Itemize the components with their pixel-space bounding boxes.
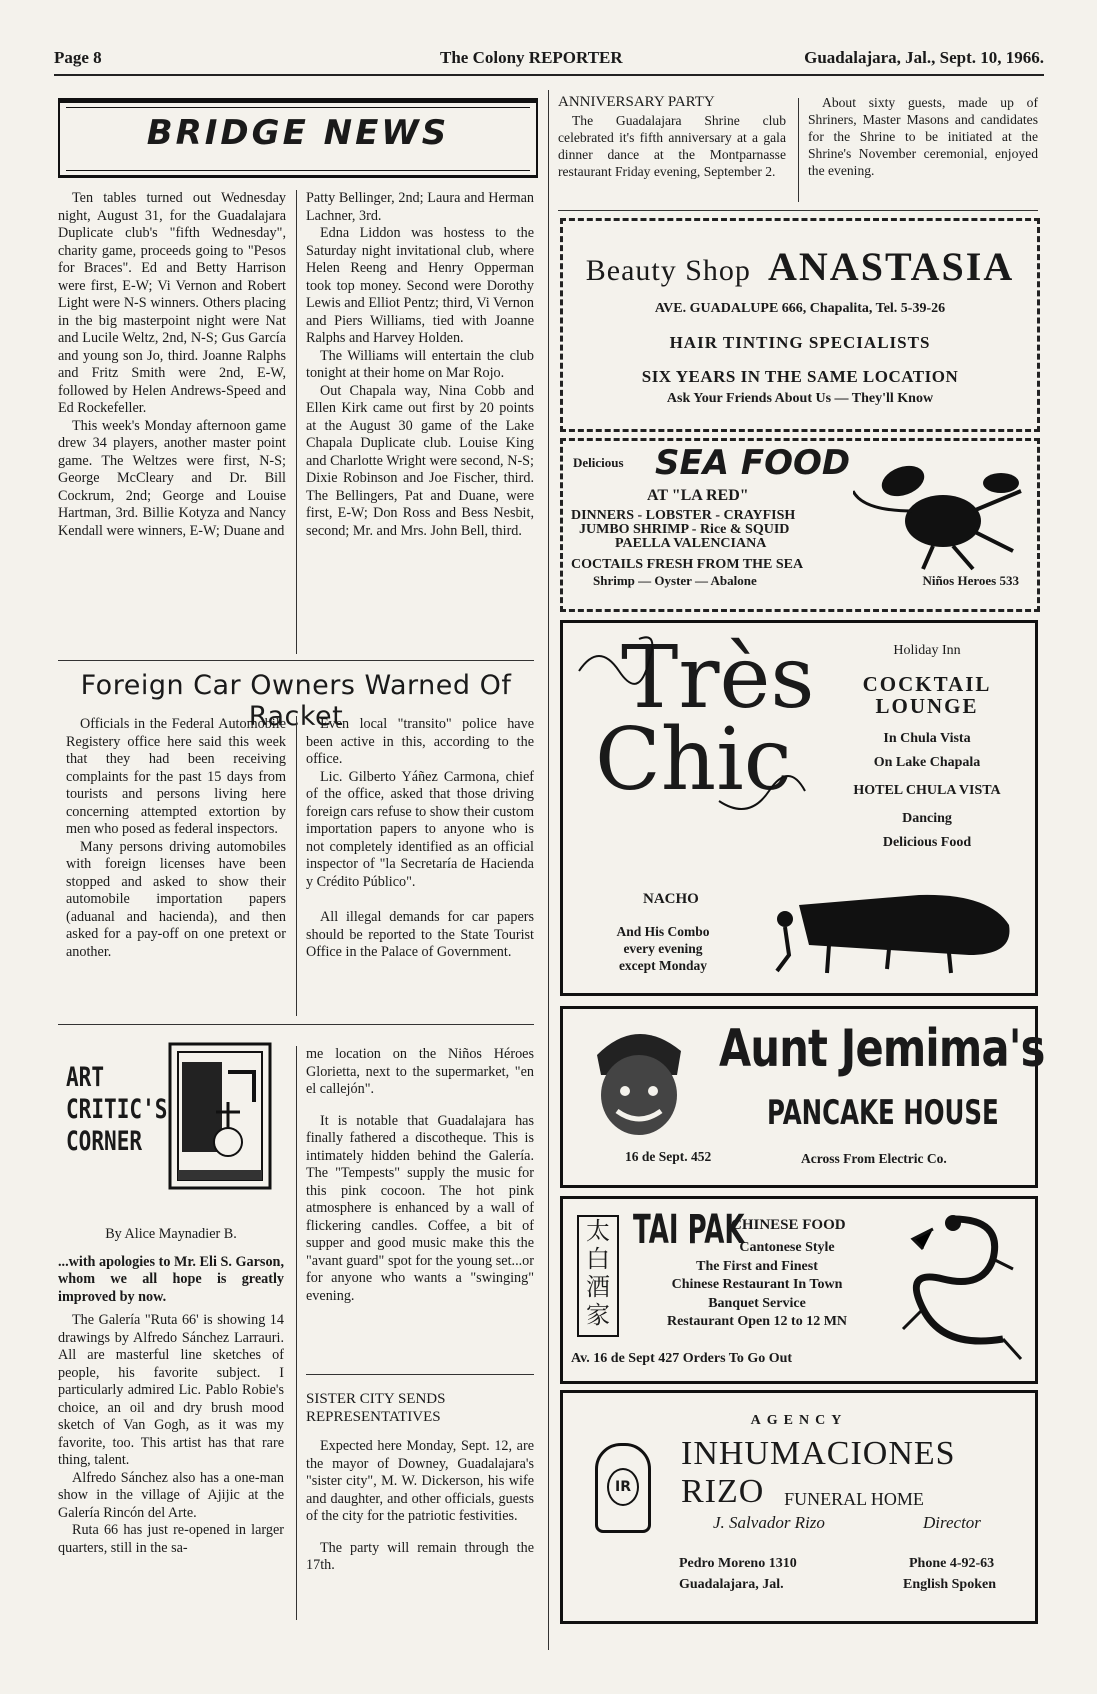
- beauty-address: AVE. GUADALUPE 666, Chapalita, Tel. 5-39-26: [654, 301, 946, 316]
- ad-tres-chic: [560, 620, 1038, 996]
- ad-beauty-shop: [560, 218, 1040, 432]
- seafood-pre: Delicious: [573, 455, 624, 470]
- racket-headline: Foreign Car Owners Warned Of Racket: [80, 670, 512, 732]
- seafood-coctails: COCTAILS FRESH FROM THE SEA: [571, 557, 804, 572]
- anniversary-col-1: The Guadalajara Shrine club celebrated it's fifth anniversary at a gala dinner dance at the Montparnasse restaurant Friday evening, September 2.: [558, 113, 786, 179]
- rizo-role: Director: [923, 1513, 981, 1532]
- lobster-icon: [853, 451, 1023, 571]
- ad-inhumaciones-rizo: [560, 1390, 1038, 1624]
- seafood-address: Niños Heroes 533: [922, 573, 1019, 588]
- racket-column-1: Officials in the Federal Automobile Registery office here said this week that they had been receiving complaints for the past 15 days from tourists and persons living here concerning attempted extortion by men who posed as federal inspectors. Many persons driving automobiles with foreign licenses have been stopped and asked to show their automobile importation papers (aduanal and hacienda), and then asked for a pay-off on one pretext or another.: [66, 716, 286, 960]
- art-critic-title: ART CRITIC'S CORNER: [66, 1062, 168, 1157]
- beauty-shop-label: Beauty Shop: [585, 254, 751, 287]
- jemima-landmark: Across From Electric Co.: [801, 1151, 947, 1166]
- bridge-news-title: BRIDGE NEWS: [146, 113, 450, 153]
- nacho-label: NACHO: [643, 891, 699, 907]
- newspaper-title: The Colony REPORTER: [440, 48, 623, 67]
- rizo-person: J. Salvador Rizo: [713, 1513, 825, 1532]
- flourish-icon: [569, 631, 809, 821]
- grand-piano-icon: [769, 885, 1019, 975]
- art-column-2: me location on the Niños Héroes Glorietta, next to the supermarket, "en el callejón". It is notable that Guadalajara has finally fathered a discotheque. This is intimately hidden behind the Galería. The "Tempests" supply the music for this pink cocoon. The hot pink atmosphere is enhanced by a wall of flickering candles. Coffee, a bit of supper and good music make this the "avant guard" spot for the young set...or for anyone who wants a "swinging" evening.: [306, 1046, 534, 1304]
- aunt-jemima-name: Aunt Jemima's: [719, 1019, 1045, 1079]
- art-column-1: By Alice Maynadier B. ...with apologies to Mr. Eli S. Garson, whom we all hope is greatly improved by now. The Galería "Ruta 66' is showing 14 drawings by Alfredo Sánchez Larrauri. All are masterful line sketches of people, his favorite subject. I particularly admired Lic. Pablo Robie's choice, an oil and dry brush mood sketch of Van Gogh, as it was my favorite, too. This artist has that rare thing, talent. Alfredo Sánchez also has a one-man show in the village of Ajijic at the Galería Rincón del Arte. Ruta 66 has just re-opened in larger quarters, still in the sa-: [58, 1226, 284, 1556]
- agency-label: AGENCY: [750, 1413, 848, 1428]
- sister-city-body: Expected here Monday, Sept. 12, are the mayor of Downey, Guadalajara's "sister city", M. W. Dickerson, his wife and daughter, and other officials, guests of the city for the patriotic festivities. The party will remain through the 17th.: [306, 1438, 534, 1573]
- rizo-name: INHUMACIONES RIZO: [681, 1435, 956, 1510]
- beauty-line-2: SIX YEARS IN THE SAME LOCATION: [641, 367, 959, 386]
- rizo-logo-icon: IR: [595, 1443, 651, 1533]
- funeral-home: FUNERAL HOME: [784, 1489, 924, 1509]
- page-header: [54, 44, 1044, 76]
- rizo-address: Pedro Moreno 1310 Guadalajara, Jal.: [679, 1556, 797, 1592]
- seafood-at: AT "LA RED": [647, 487, 749, 504]
- anniversary-col-2: About sixty guests, made up of Shriners, Master Masons and candidates for the Shrine to be initiated at the Shrine's November ceremonial, enjoyed the evening.: [808, 95, 1038, 178]
- page-number: Page 8: [54, 48, 102, 67]
- bridge-column-1: Ten tables turned out Wednesday night, August 31, for the Guadalajara Duplicate club's "fifth Wednesday", charity game, proceeds going to "Pesos for Braces". Ed and Betty Harrison were first, E-W; Vi Vernon and Robert Light were N-S winners. Others placing in the big masterpoint night were Nat and Lucile Weltz, 2nd, N-S; Gus García and young son Jo, third. Joanne Ralphs and Fritz Smith were 2nd, E-W, followed by Helen Andrews-Speed and Ed Rockefeller. This week's Monday afternoon game drew 34 players, another master point game. The Weltzes were first, N-S; George McCleary and Dr. Bill Cockrum, 2nd; George and Louise Hartman, 3rd. Billie Kotyza and Nancy Kendall were winners, E-W; Duane and: [58, 190, 286, 539]
- beauty-line-3: Ask Your Friends About Us — They'll Know: [666, 391, 934, 406]
- chinese-chars: 太白酒家: [577, 1215, 619, 1337]
- rizo-contact: Phone 4-92-63 English Spoken: [903, 1556, 996, 1592]
- treschic-details: In Chula Vista On Lake Chapala HOTEL CHULA VISTA Dancing Delicious Food: [853, 731, 1001, 850]
- aunt-jemima-portrait: [577, 1015, 697, 1143]
- dateline: Guadalajara, Jal., Sept. 10, 1966.: [804, 48, 1044, 67]
- beauty-line-1: HAIR TINTING SPECIALISTS: [669, 333, 931, 352]
- ad-aunt-jemima: [560, 1006, 1045, 1188]
- holiday-inn: Holiday Inn: [893, 643, 961, 658]
- ad-sea-food: [560, 438, 1040, 612]
- sister-city-head: SISTER CITY SENDS REPRESENTATIVES: [306, 1391, 446, 1425]
- cocktail-lounge: COCKTAIL LOUNGE: [862, 672, 992, 718]
- dragon-icon: [893, 1209, 1025, 1369]
- racket-column-2: Even local "transito" police have been active in this, according to the office. Lic. Gilberto Yáñez Carmona, chief of the office, asked that those driving foreign cars refuse to show their custom importation papers to anyone who is not completely identified as an official inspector of "la Secretaría de Hacienda y Crédito Público". All illegal demands for car papers should be reported to the State Tourist Office in the Palace of Government.: [306, 716, 534, 960]
- bridge-column-2: Patty Bellinger, 2nd; Laura and Herman Lachner, 3rd. Edna Liddon was hostess to the Saturday night invitational club, where Helen Reeng and Henry Opperman took top money. Second were Dorothy Lewis and Elliot Pentz; third, Vi Vernon and Piers Williams, tied with Joanne Ralphs and Harvey Holden. The Williams will entertain the club tonight at their home on Mar Rojo. Out Chapala way, Nina Cobb and Ellen Kirk came out first by 20 points at the August 30 game of the Lake Chapala Duplicate club. Louise King and Charlotte Wright were second, N-S; Dixie Robinson and Joe Fischer, third. The Bellingers, Pat and Duane, were first, E-W; Don Ross and Bess Nesbit, second; Mr. and Mrs. John Bell, third.: [306, 190, 534, 539]
- art-byline: By Alice Maynadier B.: [105, 1226, 237, 1242]
- ad-tai-pak: [560, 1196, 1038, 1384]
- combo-text: And His Combo every evening except Monday: [616, 924, 710, 973]
- pancake-house: PANCAKE HOUSE: [767, 1093, 999, 1133]
- tai-pak-name: TAI PAK: [633, 1207, 745, 1253]
- taipak-address: Av. 16 de Sept 427 Orders To Go Out: [571, 1351, 793, 1366]
- chinese-food: CHINESE FOOD: [731, 1217, 846, 1233]
- beauty-shop-name: ANASTASIA: [768, 244, 1015, 289]
- taipak-details: Cantonese Style The First and Finest Chinese Restaurant In Town Banquet Service Restaurant Open 12 to 12 MN: [666, 1240, 848, 1329]
- anniversary-head: ANNIVERSARY PARTY: [558, 94, 715, 110]
- jemima-address: 16 de Sept. 452: [625, 1149, 712, 1164]
- art-illustration: [168, 1042, 272, 1190]
- art-dedication: ...with apologies to Mr. Eli S. Garson, whom we all hope is greatly improved by now.: [58, 1253, 284, 1305]
- tres-chic-logo: Très Chic: [595, 628, 815, 810]
- seafood-shellfish: Shrimp — Oyster — Abalone: [593, 573, 757, 588]
- bridge-news-banner: [58, 98, 538, 178]
- seafood-title: SEA FOOD: [655, 443, 851, 483]
- seafood-lines: DINNERS - LOBSTER - CRAYFISH JUMBO SHRIMP - Rice & SQUID PAELLA VALENCIANA: [571, 508, 796, 551]
